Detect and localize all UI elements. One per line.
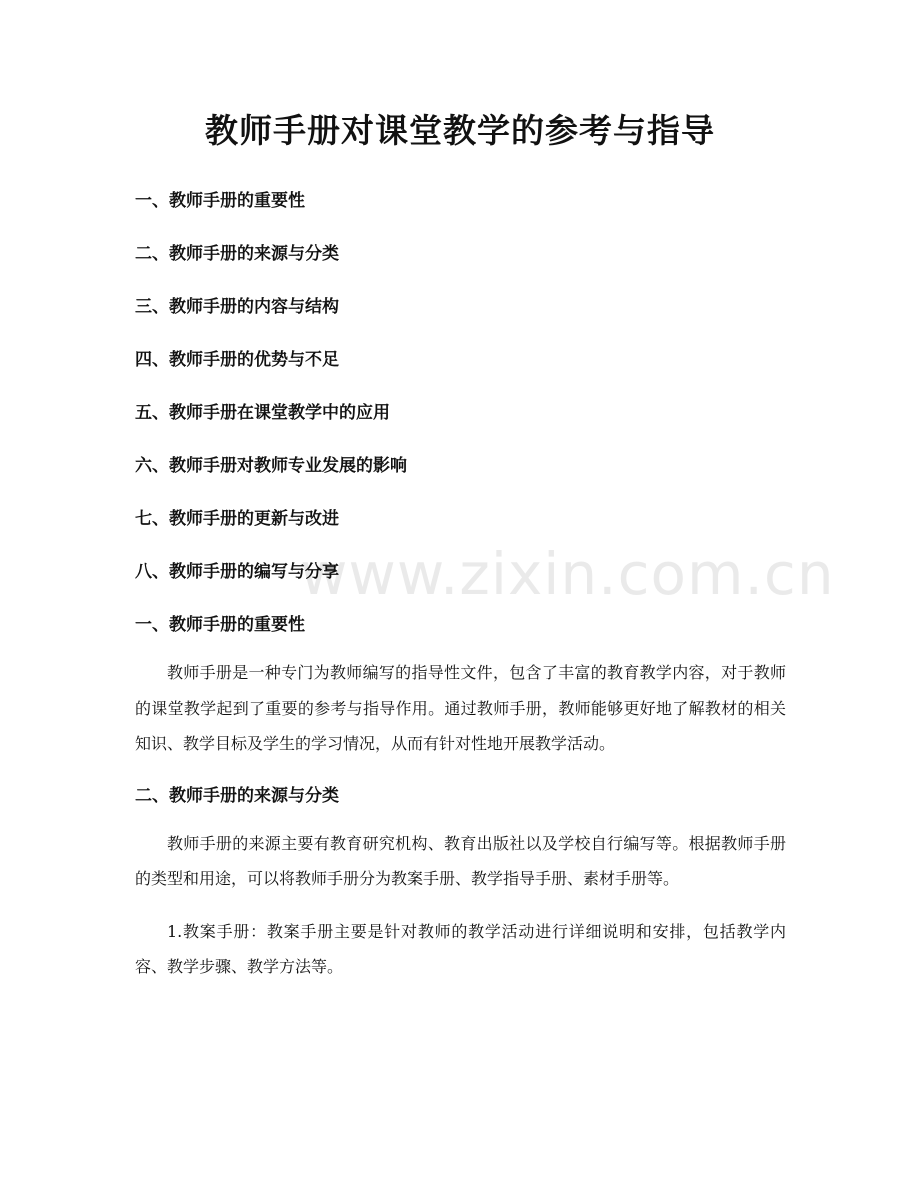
- table-of-contents: [135, 184, 795, 608]
- toc-item: 三、教师手册的内容与结构: [135, 297, 339, 317]
- watermark: www.zixin.com.cn: [300, 540, 835, 608]
- section-heading: 一、教师手册的重要性: [135, 615, 305, 635]
- toc-item: 四、教师手册的优势与不足: [135, 350, 339, 370]
- document-title: 教师手册对课堂教学的参考与指导: [205, 111, 715, 150]
- section-heading: 二、教师手册的来源与分类: [135, 785, 339, 806]
- document-body: [135, 608, 786, 1002]
- toc-item: 六、教师手册对教师专业发展的影响: [135, 456, 407, 476]
- toc-item: 七、教师手册的更新与改进: [135, 509, 339, 529]
- toc-item: 八、教师手册的编写与分享: [135, 562, 339, 582]
- section-paragraph: 1.教案手册：教案手册主要是针对教师的教学活动进行详细说明和安排，包括教学内容、教学步骤、教学方法等。: [135, 921, 786, 976]
- section-paragraph: 教师手册的来源主要有教育研究机构、教育出版社以及学校自行编写等。根据教师手册的类型和用途，可以将教师手册分为教案手册、教学指导手册、素材手册等。: [135, 833, 786, 888]
- toc-item: 一、教师手册的重要性: [135, 191, 305, 211]
- toc-item: 二、教师手册的来源与分类: [135, 244, 339, 264]
- toc-item: 五、教师手册在课堂教学中的应用: [135, 403, 390, 423]
- section-paragraph: 教师手册是一种专门为教师编写的指导性文件，包含了丰富的教育教学内容，对于教师的课堂教学起到了重要的参考与指导作用。通过教师手册，教师能够更好地了解教材的相关知识、教学目标及学生的学习情况，从而有针对性地开展教学活动。: [135, 663, 786, 753]
